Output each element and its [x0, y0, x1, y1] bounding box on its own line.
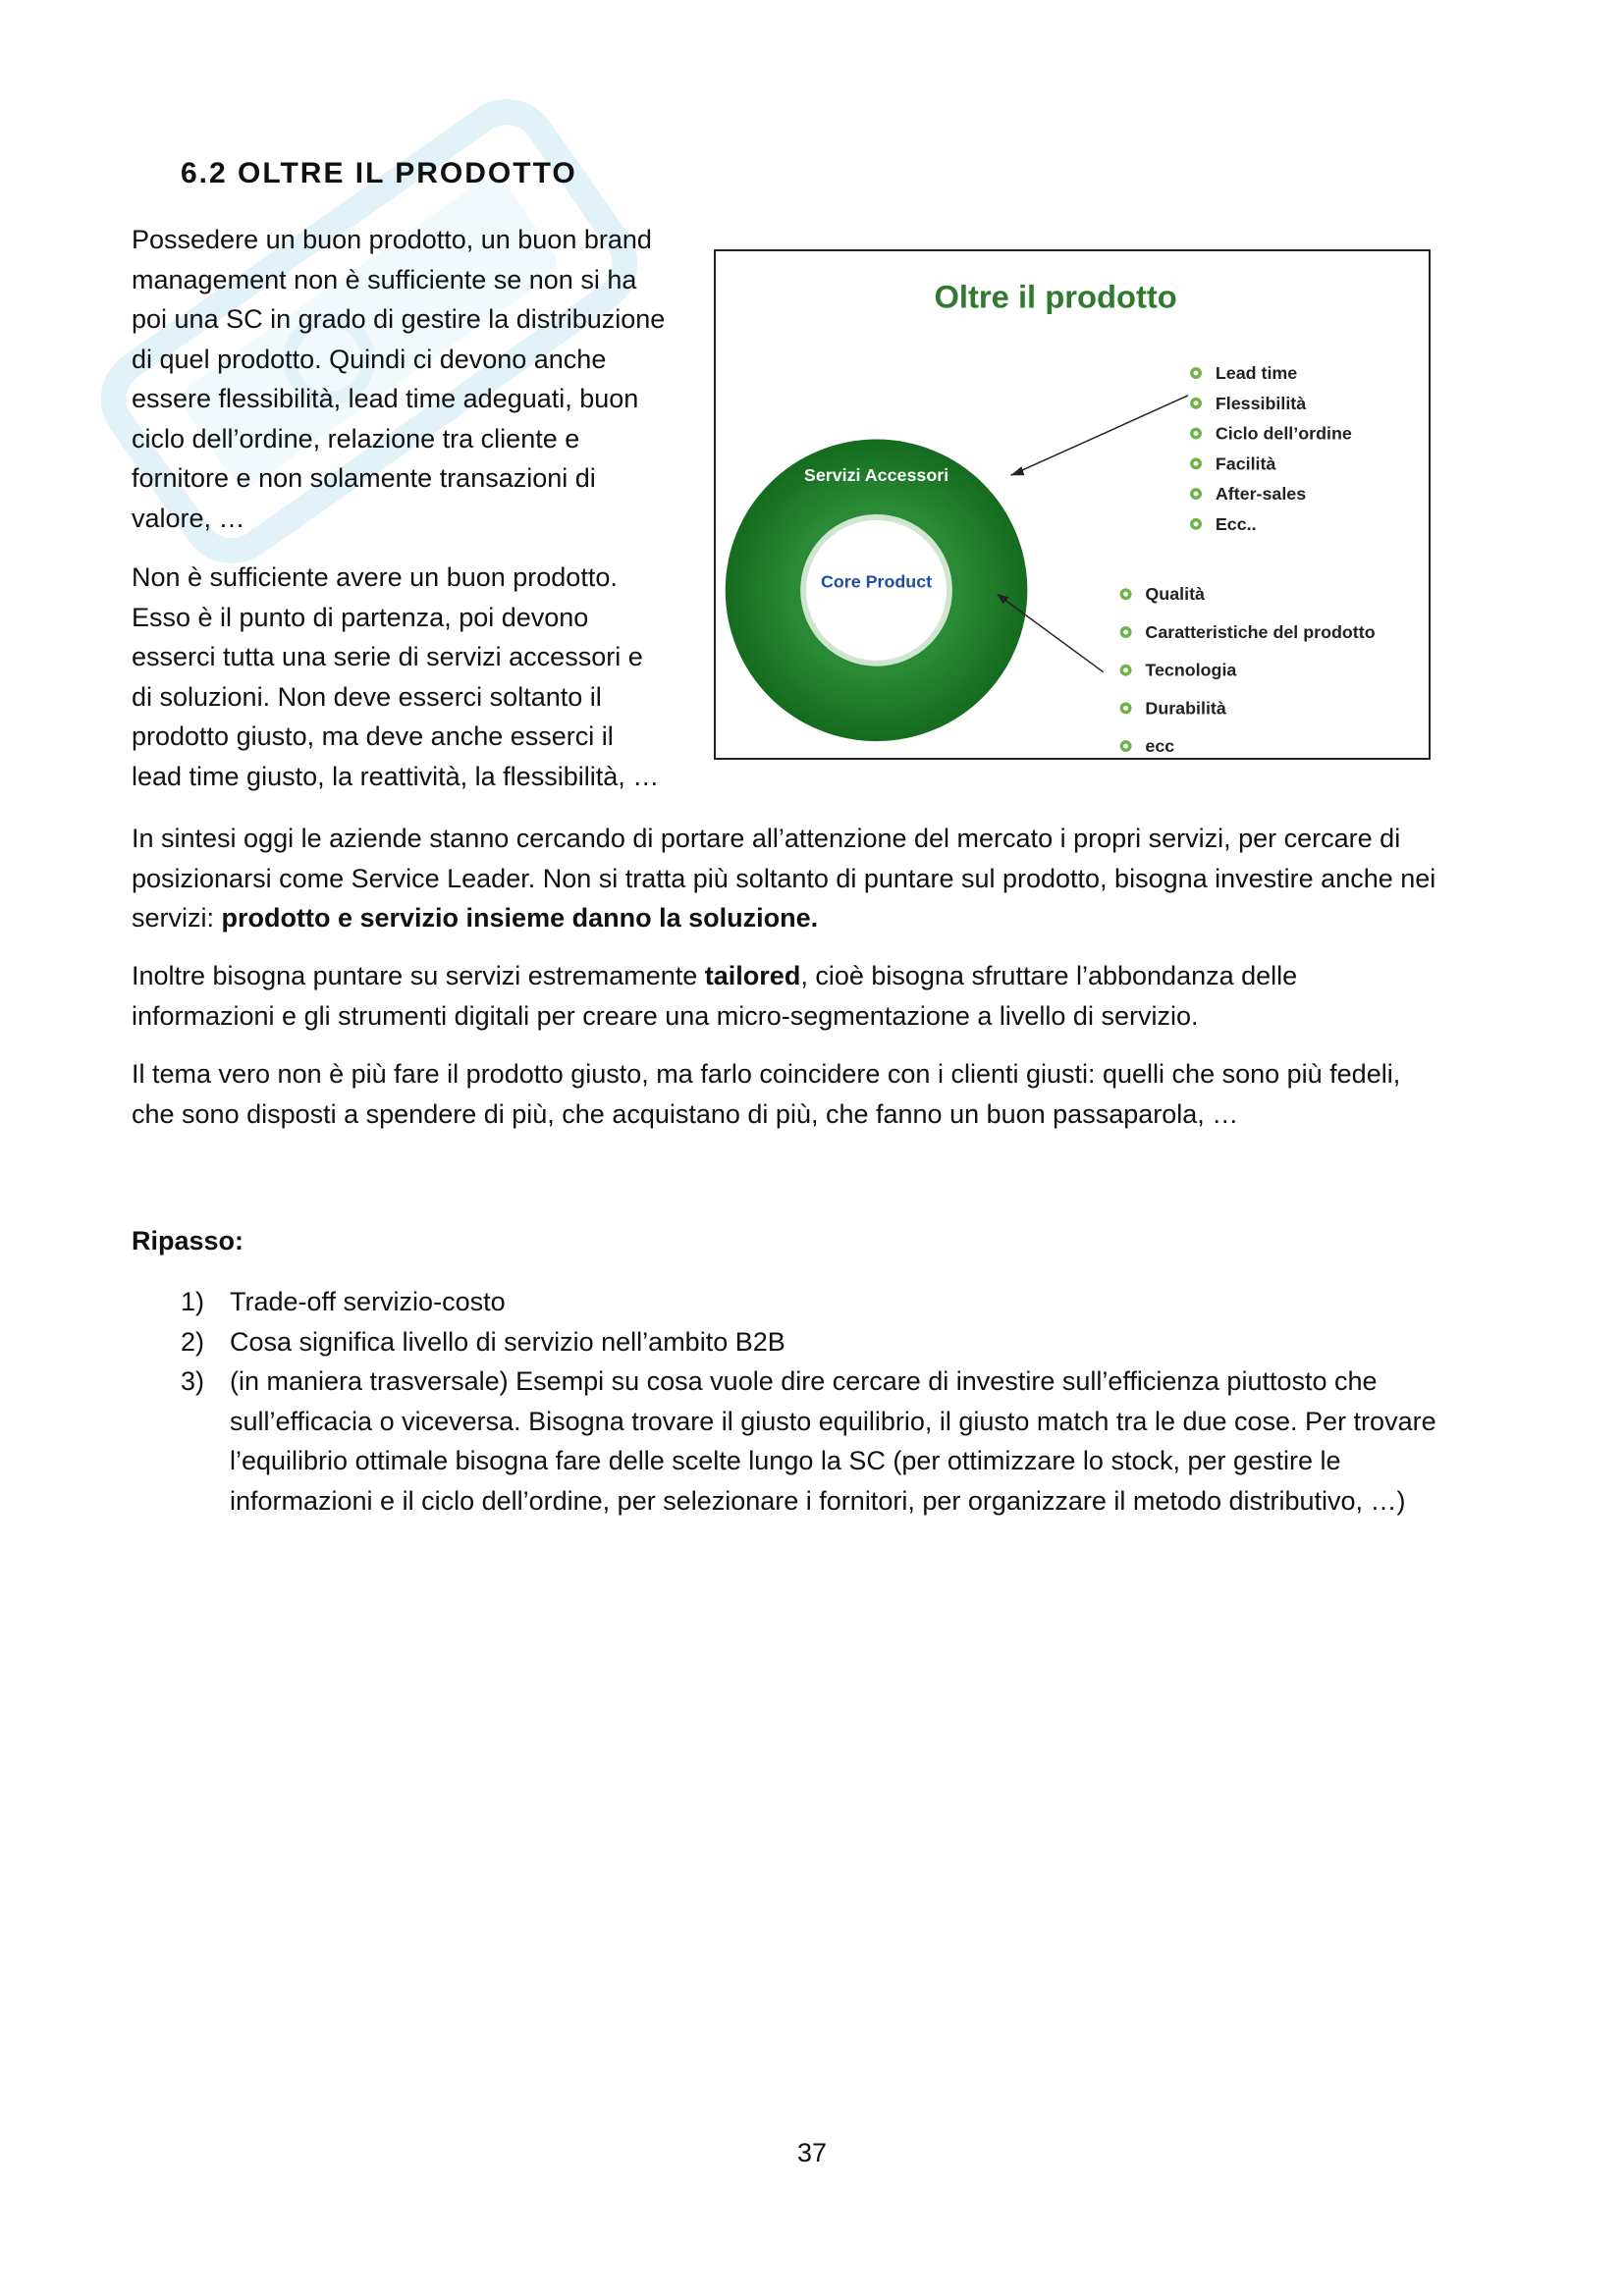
oltre-il-prodotto-diagram — [714, 249, 1431, 760]
service-item: Lead time — [1215, 362, 1298, 383]
service-item: Facilità — [1215, 454, 1276, 474]
product-item: Caratteristiche del prodotto — [1145, 621, 1376, 642]
list-item: 2) Cosa significa livello di servizio nell’ambito B2B — [181, 1326, 785, 1357]
outer-ring-label: Servizi Accessori — [803, 465, 949, 486]
list-item: 3) (in maniera trasversale) Esempi su cosa vuole dire cercare di investire sull’efficienza piuttosto che sull’efficacia o viceversa. Bisogna trovare il giusto equilibrio, il giusto match tra le due cose. Per trovare l’equilibrio ottimale bisogna fare delle scelte lungo la SC (per ottimizzare lo stock, per gestire le informazioni e il ciclo dell’ordine, per selezionare i fornitori, per organizzare il metodo distributivo, …) — [181, 1366, 1436, 1516]
product-items-list — [1120, 584, 1376, 756]
tailored-paragraph: Inoltre bisogna puntare su servizi estremamente tailored, cioè bisogna sfruttare l’abbondanza delle informazioni e gli strumenti digitali per creare una micro-segmentazione a livello di servizio. — [132, 961, 1298, 1031]
service-item: Flessibilità — [1215, 393, 1307, 413]
list-item: 1) Trade-off servizio-costo — [181, 1287, 506, 1316]
product-item: Durabilità — [1145, 698, 1226, 719]
core-product-paragraph: Non è sufficiente avere un buon prodotto. Esso è il punto di partenza, poi devono esserci tutta una serie di servizi accessori e di soluzioni. Non deve esserci soltanto il prodotto giusto, ma deve anche esserci il lead time giusto, la reattività, la flessibilità, … — [132, 562, 660, 791]
right-customers-paragraph: Il tema vero non è più fare il prodotto giusto, ma farlo coincidere con i clienti giusti: quelli che sono più fedeli, che sono disposti a spendere di più, che acquistano di più, che fanno un buon passaparola, … — [132, 1059, 1401, 1129]
service-item: Ecc.. — [1215, 513, 1257, 534]
page-number: 37 — [796, 2138, 828, 2167]
review-title: Ripasso: — [132, 1226, 244, 1255]
service-items-list — [1190, 363, 1352, 534]
product-item: Tecnologia — [1145, 660, 1237, 680]
core-product-label: Core Product — [820, 571, 933, 592]
product-item: Qualità — [1145, 584, 1205, 605]
tailored-emphasis: tailored — [704, 961, 801, 990]
service-item: After-sales — [1215, 484, 1307, 505]
diagram-title: Oltre il prodotto — [934, 278, 1177, 315]
service-item: Ciclo dell’ordine — [1215, 423, 1352, 444]
service-pointer-arrow — [1010, 396, 1188, 475]
summary-paragraph: In sintesi oggi le aziende stanno cercando di portare all’attenzione del mercato i propri servizi, per cercare di posizionarsi come Service Leader. Non si tratta più soltanto di puntare sul prodotto, bisogna investire anche nei servizi: prodotto e servizio insieme danno la soluzione. — [132, 824, 1436, 933]
section-title: 6.2 OLTRE IL PRODOTTO — [181, 157, 577, 189]
product-item: ecc — [1145, 736, 1175, 757]
solution-emphasis: prodotto e servizio insieme danno la soluzione. — [221, 903, 819, 933]
review-list — [132, 1282, 1506, 1521]
intro-paragraph: Possedere un buon prodotto, un buon brand management non è sufficiente se non si ha poi una SC in grado di gestire la distribuzione di quel prodotto. Quindi ci devono anche essere flessibilità, lead time adeguati, buon ciclo dell’ordine, relazione tra cliente e fornitore e non solamente transazioni di valore, … — [132, 225, 666, 533]
